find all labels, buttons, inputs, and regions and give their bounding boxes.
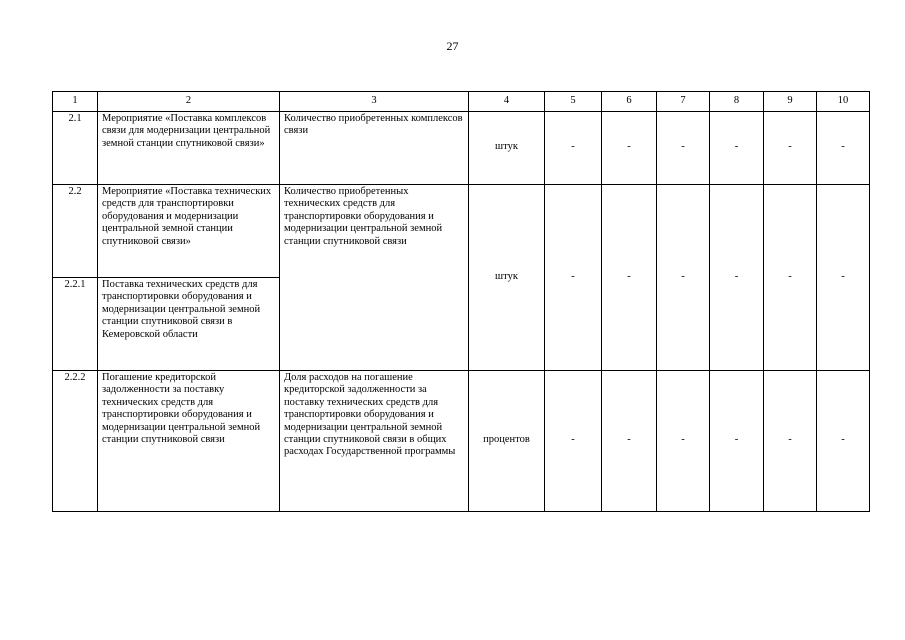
row-number: 2.2 [53, 185, 98, 278]
header-row [53, 92, 870, 112]
value-cell: - [764, 371, 817, 512]
value-cell: - [545, 112, 602, 185]
table-row [53, 112, 870, 185]
row-number: 2.2.2 [53, 371, 98, 512]
header-cell: 10 [817, 92, 870, 112]
value-cell: - [657, 112, 710, 185]
table-row [53, 371, 870, 512]
table-row [53, 185, 870, 278]
indicator-name: Количество приобретенных технических средств для транспортировки оборудования и модернизации центральной земной станции спутниковой связи [280, 185, 469, 371]
header-cell: 6 [602, 92, 657, 112]
value-cell: - [710, 185, 764, 371]
value-cell: - [764, 112, 817, 185]
header-cell: 3 [280, 92, 469, 112]
value-cell: - [602, 185, 657, 371]
measure-name: Погашение кредиторской задолженности за поставку технических средств для транспортировки оборудования и модернизации центральной земной станции спутниковой связи [98, 371, 280, 512]
value-cell: - [817, 185, 870, 371]
header-cell: 2 [98, 92, 280, 112]
measure-name: Мероприятие «Поставка технических средств для транспортировки оборудования и модернизации центральной земной станции спутниковой связи» [98, 185, 280, 278]
header-cell: 7 [657, 92, 710, 112]
header-cell: 1 [53, 92, 98, 112]
value-cell: - [710, 371, 764, 512]
indicator-name: Количество приобретенных комплексов связи [280, 112, 469, 185]
row-number: 2.1 [53, 112, 98, 185]
header-cell: 4 [469, 92, 545, 112]
page-number: 27 [446, 39, 459, 53]
value-cell: - [657, 371, 710, 512]
measure-name: Мероприятие «Поставка комплексов связи для модернизации центральной земной станции спутниковой связи» [98, 112, 280, 185]
header-cell: 8 [710, 92, 764, 112]
value-cell: - [602, 371, 657, 512]
header-cell: 9 [764, 92, 817, 112]
value-cell: - [817, 112, 870, 185]
value-cell: - [602, 112, 657, 185]
row-number: 2.2.1 [53, 278, 98, 371]
header-cell: 5 [545, 92, 602, 112]
value-cell: - [710, 112, 764, 185]
value-cell: - [817, 371, 870, 512]
value-cell: - [764, 185, 817, 371]
indicator-name: Доля расходов на погашение кредиторской задолженности за поставку технических средств для транспортировки оборудования и модернизации центральной земной станции спутниковой связи в общих расходах Государственной программы [280, 371, 469, 512]
value-cell: - [545, 371, 602, 512]
value-cell: - [545, 185, 602, 371]
unit-cell: штук [469, 185, 545, 371]
measure-name: Поставка технических средств для транспортировки оборудования и модернизации центральной земной станции спутниковой связи в Кемеровской области [98, 278, 280, 371]
indicators-table [52, 91, 870, 512]
value-cell: - [657, 185, 710, 371]
unit-cell: процентов [469, 371, 545, 512]
unit-cell: штук [469, 112, 545, 185]
